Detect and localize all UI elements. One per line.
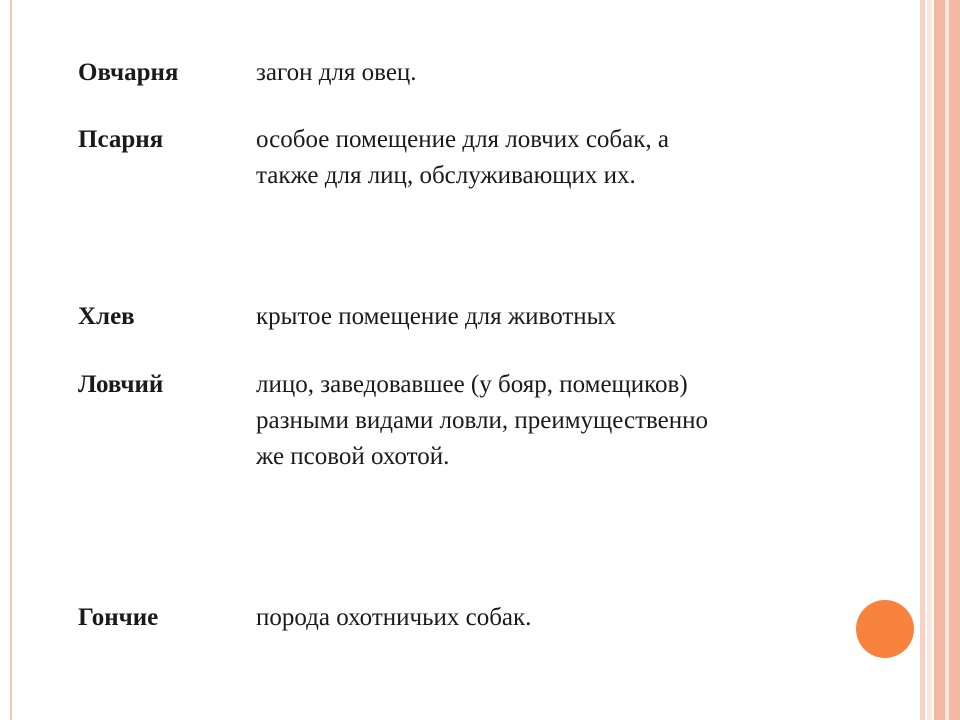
definition-line: также для лиц, обслуживающих их. [256,162,636,189]
right-border-stripe [927,0,932,720]
definition-ovcharnya [256,55,856,91]
definition-gonchie [256,600,856,636]
definition-line: крытое помещение для животных [256,303,616,330]
right-border-stripe [949,0,960,720]
term-gonchie: Гончие [78,604,159,631]
right-border-stripe [934,0,945,720]
left-frame-line [10,0,12,720]
decorative-circle [856,600,914,658]
term-lovchiy: Ловчий [78,371,164,398]
term-ovcharnya: Овчарня [78,59,179,86]
right-border-stripe [920,0,925,720]
definition-line: особое помещение для ловчих собак, а [256,126,669,153]
definition-line: лицо, заведовавшее (у бояр, помещиков) [256,371,688,398]
definition-line: же псовой охотой. [256,443,450,470]
definition-line: порода охотничьих собак. [256,604,532,631]
term-psarnya: Псарня [78,126,164,153]
term-khlev: Хлев [78,303,135,330]
definition-line: загон для овец. [256,59,417,86]
definition-khlev [256,299,856,335]
definition-lovchiy [256,367,856,475]
definition-psarnya [256,122,856,194]
definition-line: разными видами ловли, преимущественно [256,407,709,434]
